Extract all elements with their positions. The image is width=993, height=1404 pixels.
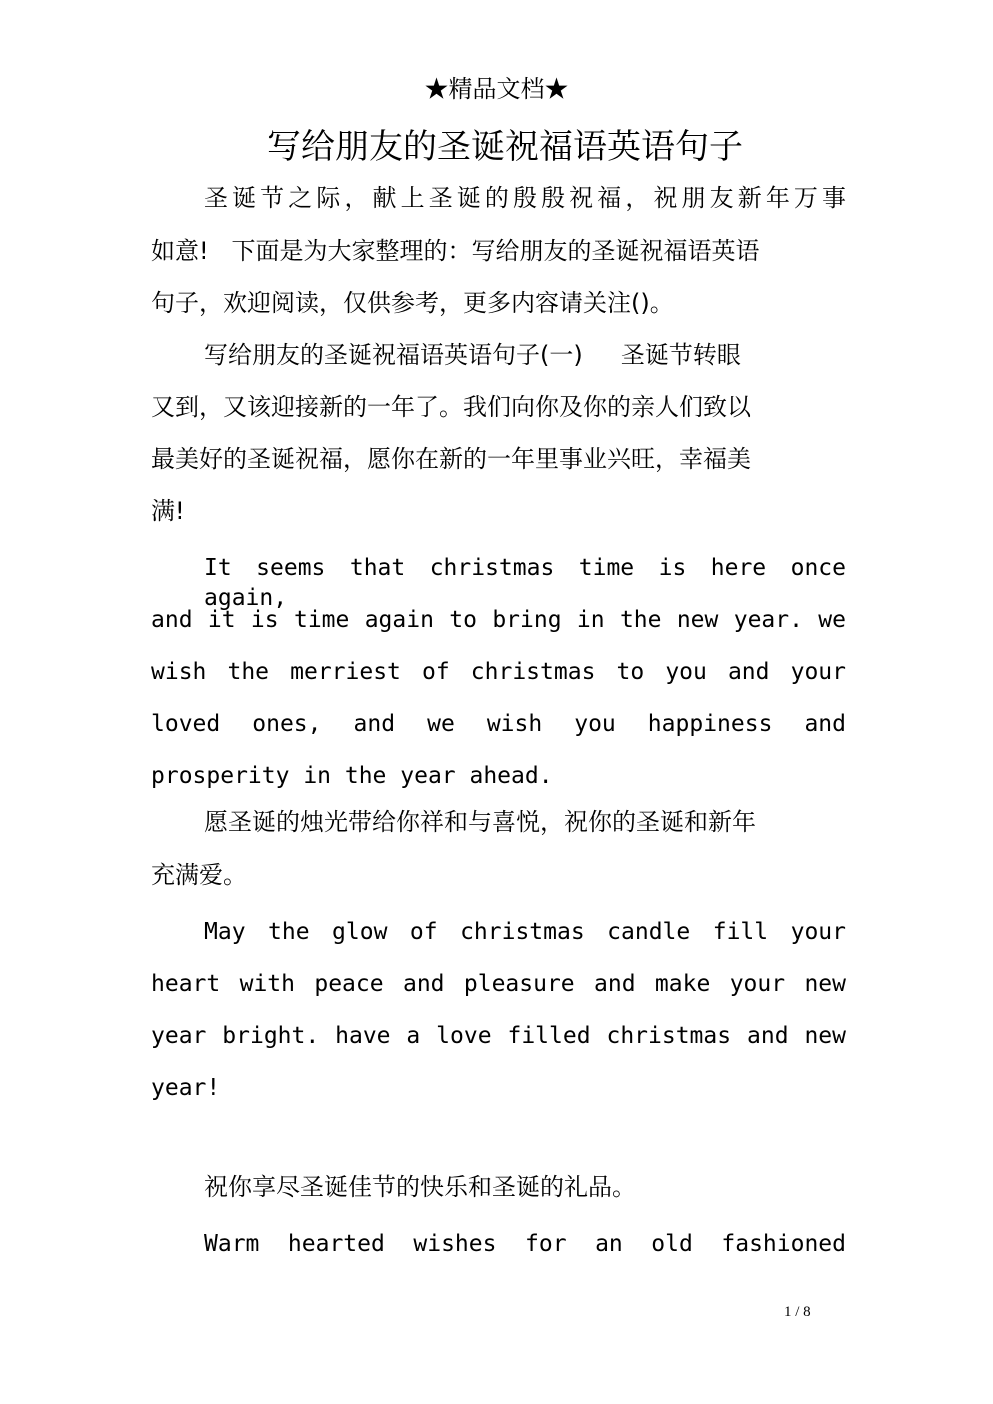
paragraph-line: 如意! 下面是为大家整理的：写给朋友的圣诞祝福语英语 bbox=[151, 237, 760, 265]
paragraph-line: year! bbox=[151, 1075, 221, 1101]
paragraph-line: 最美好的圣诞祝福，愿你在新的一年里事业兴旺，幸福美 bbox=[151, 445, 751, 473]
paragraph-line: 圣诞节之际，献上圣诞的殷殷祝福，祝朋友新年万事 bbox=[204, 184, 846, 212]
paragraph-line: 句子，欢迎阅读，仅供参考，更多内容请关注()。 bbox=[151, 289, 674, 317]
paragraph-line: 满! bbox=[151, 497, 185, 525]
paragraph-line: 充满爱。 bbox=[151, 861, 247, 889]
document-title: 写给朋友的圣诞祝福语英语句子 bbox=[267, 127, 743, 167]
paragraph-line: 写给朋友的圣诞祝福语英语句子(一) 圣诞节转眼 bbox=[204, 341, 741, 369]
paragraph-line: 又到，又该迎接新的一年了。我们向你及你的亲人们致以 bbox=[151, 393, 751, 421]
paragraph-line: prosperity in the year ahead. bbox=[151, 763, 553, 789]
paragraph-line: Warm hearted wishes for an old fashioned bbox=[204, 1231, 846, 1257]
paragraph-line: May the glow of christmas candle fill your bbox=[204, 919, 846, 945]
paragraph-line: loved ones, and we wish you happiness and bbox=[151, 711, 846, 737]
paragraph-line: and it is time again to bring in the new year. we bbox=[151, 607, 846, 633]
paragraph-line: wish the merriest of christmas to you and your bbox=[151, 659, 846, 685]
paragraph-line: It seems that christmas time is here once again, bbox=[204, 555, 846, 611]
page-number: 1 / 8 bbox=[784, 1304, 811, 1320]
paragraph-line: heart with peace and pleasure and make your new bbox=[151, 971, 846, 997]
paragraph-line: 愿圣诞的烛光带给你祥和与喜悦，祝你的圣诞和新年 bbox=[204, 808, 756, 836]
document-header: ★精品文档★ bbox=[424, 75, 569, 103]
paragraph-line: year bright. have a love filled christmas and new bbox=[151, 1023, 846, 1049]
paragraph-line: 祝你享尽圣诞佳节的快乐和圣诞的礼品。 bbox=[204, 1173, 636, 1201]
